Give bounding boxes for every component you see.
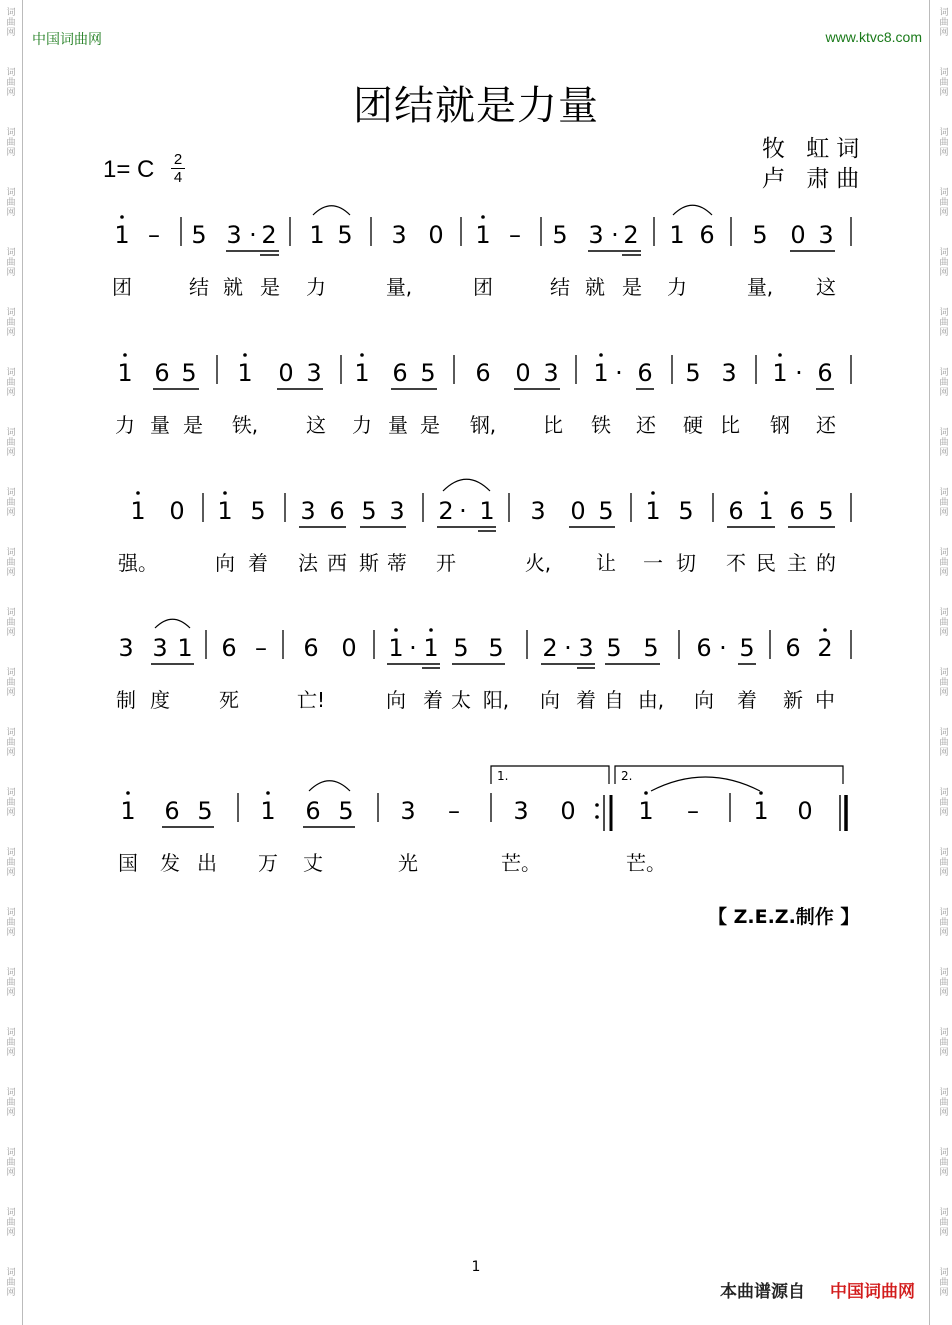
lyric-word: 结 (550, 275, 570, 299)
maker-credit: 【 Z.E.Z.制作 】 (708, 906, 860, 928)
note: 6 (392, 359, 408, 387)
note: 6 (699, 221, 715, 249)
note: 0 (278, 359, 294, 387)
lyric-word: 光 (398, 851, 418, 875)
lyric-word: 丈 (303, 851, 323, 875)
note: 1 (669, 221, 685, 249)
note: 1 (479, 497, 495, 525)
side-watermark: 词 曲 网 (6, 1148, 16, 1178)
note: 0 (515, 359, 531, 387)
note: 1 (753, 797, 769, 825)
note: 3 (391, 221, 407, 249)
side-watermark: 词 曲 网 (6, 368, 16, 398)
note: 1 (130, 497, 146, 525)
note: 1 (114, 221, 130, 249)
note: 6 (305, 797, 321, 825)
side-watermark: 词 曲 网 (6, 188, 16, 218)
side-watermark: 词 曲 网 (6, 968, 16, 998)
lyric-word: 硬 (683, 413, 703, 437)
lyric-word: 制 (116, 688, 136, 712)
side-watermark: 词 曲 网 (939, 1208, 949, 1238)
note: 1 (237, 359, 253, 387)
slur (313, 206, 350, 215)
lyric-word: 西 (327, 551, 347, 575)
note: 1 (177, 634, 193, 662)
lyric-word: 是 (260, 275, 280, 299)
lyric-word: 万 (258, 851, 278, 875)
lyric-word: 这 (306, 413, 326, 437)
slur (673, 205, 712, 215)
lyric-word: 向 (540, 688, 560, 712)
lyric-word: 结 (189, 275, 209, 299)
lyric-word: 着 (248, 551, 268, 575)
lyric-word: 这 (816, 275, 836, 299)
note: 5 (361, 497, 377, 525)
lyric-word: 着 (576, 688, 596, 712)
note: 6 (154, 359, 170, 387)
note: 5 (739, 634, 755, 662)
note: 6 (164, 797, 180, 825)
octave-dot (243, 353, 247, 357)
note: 3 (543, 359, 559, 387)
note: 0 (169, 497, 185, 525)
lyric-word: 向 (386, 688, 406, 712)
side-watermark: 词 曲 网 (6, 428, 16, 458)
slur (651, 777, 760, 791)
note: 1 (260, 797, 276, 825)
side-watermark: 词 曲 网 (6, 8, 16, 38)
note: 5 (337, 221, 353, 249)
side-watermark: 词 曲 网 (939, 1268, 949, 1298)
lyric-word: 力 (115, 413, 135, 437)
side-watermark: 词 曲 网 (939, 908, 949, 938)
lyric-word: 铁, (231, 413, 259, 437)
note: 0 (797, 797, 813, 825)
side-watermark: 词 曲 网 (939, 608, 949, 638)
lyric-word: 一 (643, 551, 663, 575)
note: 1 (354, 359, 370, 387)
note: 3 (118, 634, 134, 662)
note: 2 (542, 634, 558, 662)
note: 1 (758, 497, 774, 525)
note: 0 (341, 634, 357, 662)
note: 3 (530, 497, 546, 525)
dotted-note-dot: · (409, 634, 417, 662)
note: 5 (685, 359, 701, 387)
note: 6 (728, 497, 744, 525)
note: 5 (752, 221, 768, 249)
side-watermark: 词 曲 网 (6, 728, 16, 758)
lyric-word: 自 (604, 688, 624, 712)
note: 5 (250, 497, 266, 525)
note: 5 (818, 497, 834, 525)
note: 1 (423, 634, 439, 662)
note: 2 (438, 497, 454, 525)
octave-dot (599, 353, 603, 357)
lyric-word: 主 (787, 551, 807, 575)
sustain-dash: – (255, 634, 267, 662)
side-watermark: 词 曲 网 (939, 1028, 949, 1058)
lyric-word: 新 (783, 688, 803, 712)
side-watermark: 词 曲 网 (6, 488, 16, 518)
lyric-word: 火, (524, 551, 552, 575)
note: 5 (598, 497, 614, 525)
note: 3 (721, 359, 737, 387)
dotted-note-dot: · (719, 634, 727, 662)
side-watermark: 词 曲 网 (939, 848, 949, 878)
lyric-word: 太 (451, 688, 471, 712)
note: 0 (790, 221, 806, 249)
note: 1 (638, 797, 654, 825)
octave-dot (429, 628, 433, 632)
sustain-dash: – (448, 797, 460, 825)
lyric-word: 钢 (770, 413, 790, 437)
volta-bracket-1 (491, 766, 609, 784)
slur (443, 479, 490, 491)
side-watermark: 词 曲 网 (6, 128, 16, 158)
note: 5 (197, 797, 213, 825)
lyric-word: 量, (385, 275, 413, 299)
lyric-word: 比 (543, 413, 563, 437)
note: 6 (329, 497, 345, 525)
octave-dot (266, 791, 270, 795)
note: 1 (217, 497, 233, 525)
note: 6 (637, 359, 653, 387)
note: 6 (303, 634, 319, 662)
lyric-word: 着 (423, 688, 443, 712)
side-watermark: 词 曲 网 (6, 668, 16, 698)
lyric-word: 着 (737, 688, 757, 712)
note: 6 (789, 497, 805, 525)
lyric-word: 力 (352, 413, 372, 437)
lyric-word: 量 (150, 413, 170, 437)
lyric-word: 由, (637, 688, 665, 712)
lyric-word: 团 (112, 275, 132, 299)
note: 5 (488, 634, 504, 662)
footer-source-label: 本曲谱源自 (720, 1282, 805, 1302)
lyric-word: 中 (815, 688, 835, 712)
note: 1 (309, 221, 325, 249)
note: 2 (817, 634, 833, 662)
side-watermark: 词 曲 网 (939, 728, 949, 758)
note: 6 (785, 634, 801, 662)
lyric-word: 向 (694, 688, 714, 712)
side-watermark: 词 曲 网 (939, 1088, 949, 1118)
note: 5 (606, 634, 622, 662)
time-signature-top: 2 (173, 151, 183, 168)
note: 5 (453, 634, 469, 662)
lyric-word: 芒。 (501, 851, 541, 875)
lyric-word: 比 (720, 413, 740, 437)
side-watermark: 词 曲 网 (939, 788, 949, 818)
lyric-word: 出 (197, 851, 217, 875)
note: 5 (678, 497, 694, 525)
side-watermark: 词 曲 网 (6, 1208, 16, 1238)
lyric-word: 国 (118, 851, 138, 875)
dotted-note-dot: · (795, 359, 803, 387)
side-watermark: 词 曲 网 (6, 68, 16, 98)
note: 2 (623, 221, 639, 249)
note: 0 (560, 797, 576, 825)
side-watermark: 词 曲 网 (6, 308, 16, 338)
note: 5 (552, 221, 568, 249)
octave-dot (651, 491, 655, 495)
octave-dot (481, 215, 485, 219)
octave-dot (644, 791, 648, 795)
dotted-note-dot: · (459, 497, 467, 525)
side-watermark: 词 曲 网 (939, 248, 949, 278)
note: 3 (226, 221, 242, 249)
lyric-word: 的 (816, 551, 836, 575)
note: 6 (696, 634, 712, 662)
side-watermark: 词 曲 网 (939, 1148, 949, 1178)
lyric-word: 就 (223, 275, 243, 299)
note: 3 (400, 797, 416, 825)
note: 6 (475, 359, 491, 387)
octave-dot (759, 791, 763, 795)
note: 5 (191, 221, 207, 249)
repeat-dot (595, 803, 599, 807)
octave-dot (136, 491, 140, 495)
lyric-word: 就 (585, 275, 605, 299)
lyric-word: 让 (596, 551, 616, 575)
note: 6 (817, 359, 833, 387)
side-watermark: 词 曲 网 (939, 188, 949, 218)
lyric-word: 民 (756, 551, 776, 575)
side-watermark: 词 曲 网 (939, 368, 949, 398)
note: 1 (772, 359, 788, 387)
lyric-word: 死 (219, 688, 239, 712)
lyric-word: 还 (816, 413, 836, 437)
lyric-word: 切 (676, 551, 696, 575)
octave-dot (120, 215, 124, 219)
lyric-word: 度 (150, 688, 170, 712)
side-watermark: 词 曲 网 (939, 8, 949, 38)
octave-dot (223, 491, 227, 495)
lyric-word: 力 (306, 275, 326, 299)
composer-credit: 卢 肃曲 (762, 166, 867, 192)
side-watermark: 词 曲 网 (939, 968, 949, 998)
note: 1 (117, 359, 133, 387)
dotted-note-dot: · (615, 359, 623, 387)
lyric-word: 是 (622, 275, 642, 299)
note: 1 (120, 797, 136, 825)
dotted-note-dot: · (611, 221, 619, 249)
side-watermark: 词 曲 网 (6, 1088, 16, 1118)
volta-bracket-2 (615, 766, 843, 784)
side-watermark: 词 曲 网 (939, 548, 949, 578)
lyricist-credit: 牧 虹词 (762, 136, 867, 162)
side-watermark: 词 曲 网 (6, 548, 16, 578)
lyric-word: 亡! (296, 688, 326, 712)
side-watermark: 词 曲 网 (6, 248, 16, 278)
note: 1 (388, 634, 404, 662)
lyric-word: 蒂 (387, 551, 407, 575)
dotted-note-dot: · (249, 221, 257, 249)
dotted-note-dot: · (564, 634, 572, 662)
lyric-word: 不 (726, 551, 746, 575)
lyric-word: 发 (160, 851, 180, 875)
sustain-dash: – (509, 221, 521, 249)
note: 3 (818, 221, 834, 249)
lyric-word: 钢, (469, 413, 497, 437)
lyric-word: 阳, (482, 688, 510, 712)
side-watermark: 词 曲 网 (6, 848, 16, 878)
side-watermark: 词 曲 网 (6, 608, 16, 638)
side-watermark: 词 曲 网 (6, 788, 16, 818)
note: 2 (261, 221, 277, 249)
page-number: 1 (471, 1259, 481, 1275)
time-signature-bottom: 4 (173, 169, 183, 186)
octave-dot (360, 353, 364, 357)
lyric-word: 斯 (359, 551, 379, 575)
lyric-word: 量, (746, 275, 774, 299)
lyric-word: 强。 (118, 551, 158, 575)
note: 3 (513, 797, 529, 825)
note: 0 (428, 221, 444, 249)
note: 3 (389, 497, 405, 525)
note: 3 (300, 497, 316, 525)
note: 3 (306, 359, 322, 387)
lyric-word: 力 (667, 275, 687, 299)
octave-dot (123, 353, 127, 357)
side-watermark: 词 曲 网 (6, 1268, 16, 1298)
side-watermark: 词 曲 网 (939, 668, 949, 698)
lyric-word: 是 (183, 413, 203, 437)
volta-label: 1. (497, 769, 509, 783)
lyric-word: 开 (436, 551, 456, 575)
side-watermark: 词 曲 网 (939, 428, 949, 458)
side-watermark: 词 曲 网 (939, 488, 949, 518)
octave-dot (394, 628, 398, 632)
note: 1 (593, 359, 609, 387)
slur (155, 619, 190, 628)
side-watermark: 词 曲 网 (939, 68, 949, 98)
lyric-word: 向 (215, 551, 235, 575)
note: 3 (152, 634, 168, 662)
side-watermark: 词 曲 网 (939, 128, 949, 158)
repeat-dot (595, 815, 599, 819)
note: 5 (338, 797, 354, 825)
song-title: 团结就是力量 (353, 83, 599, 129)
lyric-word: 法 (298, 551, 318, 575)
header-site-url[interactable]: www.ktvc8.com (825, 29, 922, 45)
slur (309, 781, 350, 791)
octave-dot (126, 791, 130, 795)
side-watermark: 词 曲 网 (6, 908, 16, 938)
note: 5 (181, 359, 197, 387)
note: 0 (570, 497, 586, 525)
note: 3 (588, 221, 604, 249)
lyric-word: 铁 (591, 413, 611, 437)
side-watermark: 词 曲 网 (939, 308, 949, 338)
sustain-dash: – (148, 221, 160, 249)
header-site-name[interactable]: 中国词曲网 (32, 32, 102, 48)
lyric-word: 芒。 (626, 851, 666, 875)
key-signature: 1= C (103, 156, 155, 183)
note: 6 (221, 634, 237, 662)
note: 1 (645, 497, 661, 525)
footer-source-site[interactable]: 中国词曲网 (830, 1282, 915, 1302)
lyric-word: 量 (388, 413, 408, 437)
sustain-dash: – (687, 797, 699, 825)
lyric-word: 团 (473, 275, 493, 299)
lyric-word: 是 (420, 413, 440, 437)
volta-label: 2. (621, 769, 633, 783)
note: 3 (578, 634, 594, 662)
side-watermark: 词 曲 网 (6, 1028, 16, 1058)
octave-dot (823, 628, 827, 632)
note: 1 (475, 221, 491, 249)
lyric-word: 还 (636, 413, 656, 437)
octave-dot (764, 491, 768, 495)
octave-dot (778, 353, 782, 357)
note: 5 (420, 359, 436, 387)
note: 5 (643, 634, 659, 662)
